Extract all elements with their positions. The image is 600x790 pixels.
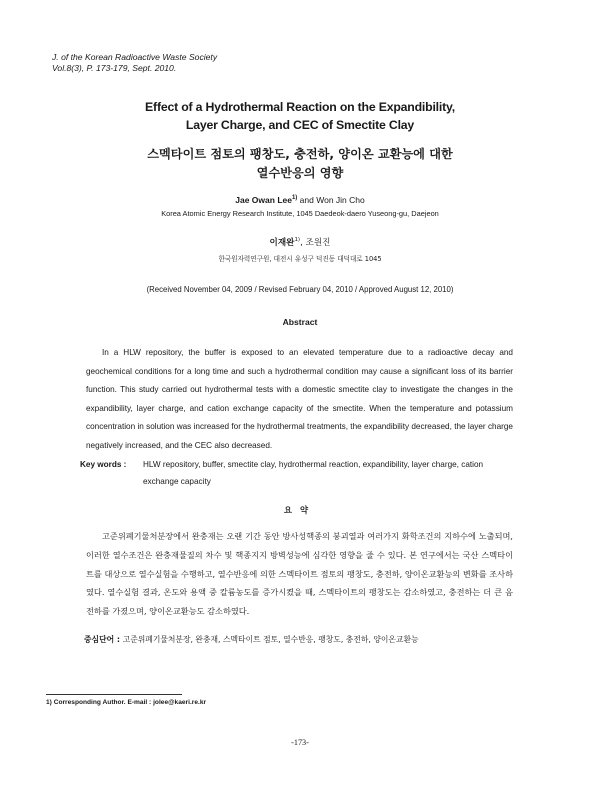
korean-title-line-2: 열수반응의 영향 <box>256 166 344 180</box>
lead-author: Jae Owan Lee <box>235 195 292 205</box>
keywords-value: HLW repository, buffer, smectite clay, hydrothermal reaction, expandibility, layer charge, cation exchange capacity <box>143 460 484 486</box>
english-affiliation: Korea Atomic Energy Research Institute, 1045 Daedeok-daero Yuseong-gu, Daejeon <box>161 209 439 218</box>
received-dates: (Received November 04, 2009 / Revised February 04, 2010 / Approved August 12, 2010) <box>146 285 454 294</box>
co-author: and Won Jin Cho <box>297 195 365 205</box>
english-title-line-2: Layer Charge, and CEC of Smectite Clay <box>185 118 415 132</box>
journal-name: J. of the Korean Radioactive Waste Society <box>52 52 218 62</box>
korean-keywords <box>84 634 524 645</box>
corresponding-mark: 1) <box>291 195 298 202</box>
korean-affiliation: 한국원자력연구원, 대전시 유성구 덕진동 대덕대로 1045 <box>218 255 382 263</box>
abstract-body: In a HLW repository, the buffer is exposed to an elevated temperature due to a radioactive decay and geochemical conditions for a long time and such a hydrothermal condition may cause a significant loss of its barrier function. This study carried out hydrothermal tests with a domestic smectite clay to investigate the changes in the expandibility, layer charge, and cation exchange capacity of the smectite. When the temperature and potassium concentration in solution was increased for the hydrothermal treatments, the expandibility decreased, the layer charge negatively increased, and the CEC also decreased. <box>86 348 513 450</box>
keywords-label: Key words : <box>80 460 127 469</box>
korean-authors <box>0 236 600 248</box>
footnote-rule <box>46 694 182 695</box>
journal-citation <box>52 52 217 74</box>
korean-title <box>60 145 540 183</box>
keywords <box>80 456 520 490</box>
korean-keywords-label: 중심단어 : <box>84 635 123 644</box>
page-number: -173- <box>291 738 309 747</box>
korean-title-line-1: 스멕타이트 점토의 팽창도, 충전하, 양이온 교환능에 대한 <box>147 147 453 161</box>
abstract-heading: Abstract <box>282 317 318 327</box>
english-title-line-1: Effect of a Hydrothermal Reaction on the Expandibility, <box>145 100 455 114</box>
english-authors <box>0 195 600 205</box>
footnote: 1) Corresponding Author. E-mail : jolee@kaeri.re.kr <box>46 699 207 706</box>
korean-abstract-heading: 요약 <box>283 505 317 515</box>
journal-volume: Vol.8(3), P. 173-179, Sept. 2010. <box>52 63 177 73</box>
co-author-ko: , 조원진 <box>300 238 331 248</box>
corresponding-mark-ko: 1) <box>294 237 301 244</box>
english-title <box>60 98 540 134</box>
korean-keywords-value: 고준위폐기물처분장, 완충재, 스멕타이트 점토, 열수반응, 팽창도, 충전하, 양이온교환능 <box>122 635 419 644</box>
korean-abstract-body: 고준위폐기물처분장에서 완충재는 오랜 기간 동안 방사성핵종의 붕괴열과 여러가지 화학조건의 지하수에 노출되며, 이러한 열수조건은 완충재물질의 차수 및 핵종지지 방벽성능에 심각한 영향을 줄 수 있다. 본 연구에서는 국산 스멕타이트를 대상으로 열수실험을 수행하고, 열수반응에 의한 스멕타이트 점토의 팽창도, 충전하, 양이온교환능의 변화를 조사하였다. 열수실험 결과, 온도와 용액 중 칼륨농도를 증가시켰을 때, 스멕타이트의 팽창도는 감소하였고, 충전하는 더 큰 음전하를 가졌으며, 양이온교환능도 감소하였다. <box>86 531 513 617</box>
lead-author-ko: 이재완 <box>269 238 295 248</box>
